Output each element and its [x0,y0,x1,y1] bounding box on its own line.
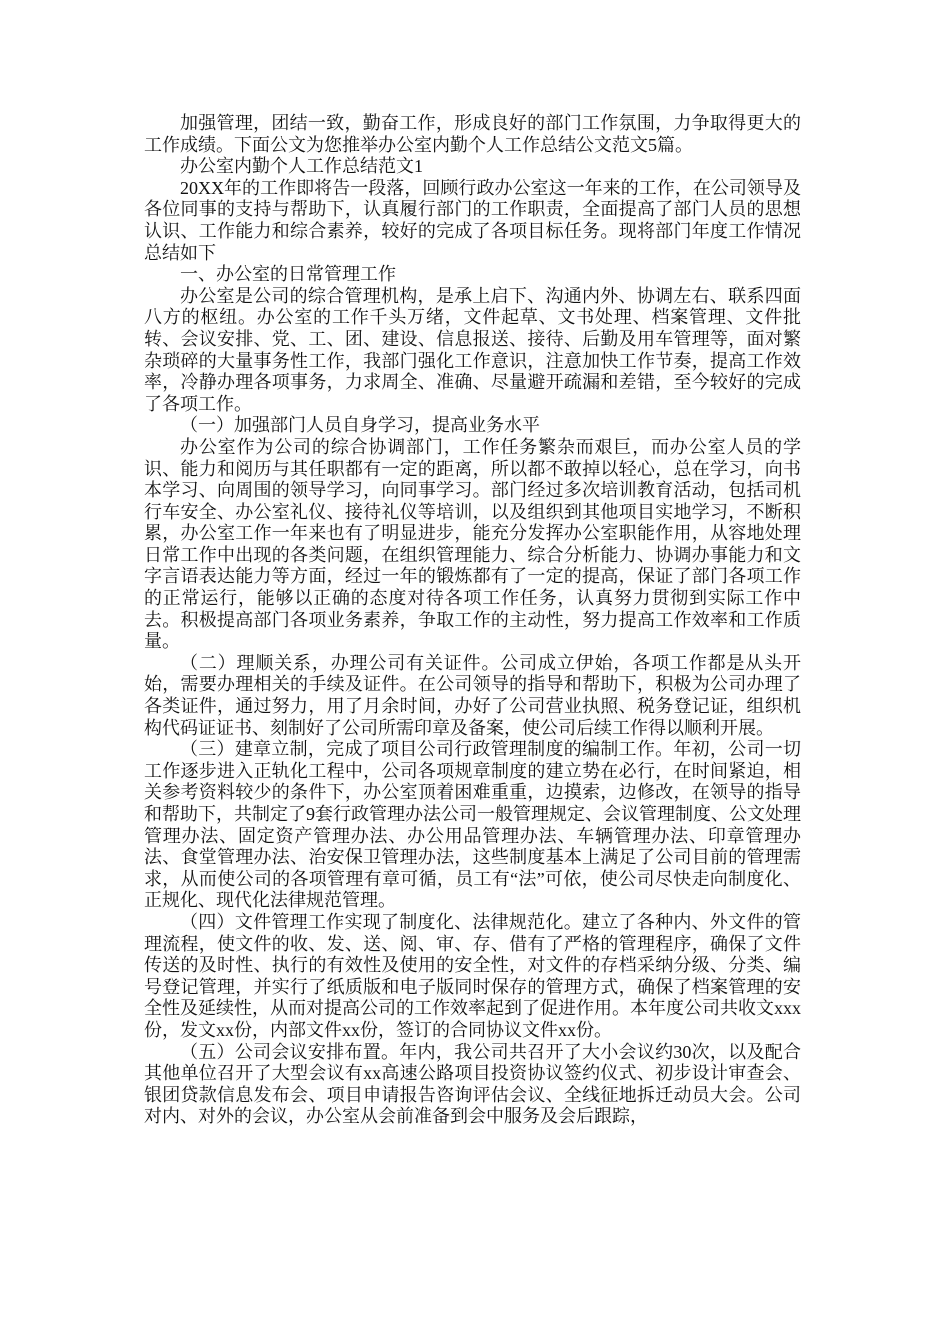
section-title-sample-1: 办公室内勤个人工作总结范文1 [180,156,423,177]
paragraph-document-management: （四）文件管理工作实现了制度化、法律规范化。建立了各种内、外文件的管理流程，使文件的收、发、送、阅、审、存、借有了严格的管理程序，确保了文件传送的及时性、执行的有效性及使用的安全性，对文件的存档采纳分级、分类、编号登记管理，并实行了纸质版和电子版同时保存的管理方式，确保了档案管理的安全性及延续性，从而对提高公司的工作效率起到了促进作用。本年度公司共收文xxx份，发文xx份，内部文件xx份，签订的合同协议文件xx份。 [144,911,801,1040]
paragraph-office-role: 办公室是公司的综合管理机构，是承上启下、沟通内外、协调左右、联系四面八方的枢纽。办公室的工作千头万绪，文件起草、文书处理、档案管理、文件批转、会议安排、党、工、团、建设、信息报送、接待、后勤及用车管理等，面对繁杂琐碎的大量事务性工作，我部门强化工作意识，注意加快工作节奏，提高工作效率，冷静办理各项事务，力求周全、准确、尽量避开疏漏和差错，至今较好的完成了各项工作。 [144,285,801,414]
paragraph-certificates: （二）理顺关系，办理公司有关证件。公司成立伊始，各项工作都是从头开始，需要办理相关的手续及证件。在公司领导的指导和帮助下，积极为公司办理了各类证件，通过努力，用了月余时间，办好了公司营业执照、税务登记证，组织机构代码证证书、刻制好了公司所需印章及备案，使公司后续工作得以顺利开展。 [144,652,801,738]
paragraph-intro: 加强管理，团结一致，勤奋工作，形成良好的部门工作氛围，力争取得更大的工作成绩。下面公文为您推举办公室内勤个人工作总结公文范文5篇。 [144,113,801,155]
document-page [144,113,801,1128]
paragraph-overview: 20XX年的工作即将告一段落，回顾行政办公室这一年来的工作，在公司领导及各位同事的支持与帮助下，认真履行部门的工作职责，全面提高了部门人员的思想认识、工作能力和综合素养，较好的完成了各项目标任务。现将部门年度工作情况总结如下 [144,177,801,263]
heading-daily-management: 一、办公室的日常管理工作 [180,264,396,285]
paragraph-regulations: （三）建章立制，完成了项目公司行政管理制度的编制工作。年初，公司一切工作逐步进入正轨化工程中，公司各项规章制度的建立势在必行，在时间紧迫，相关参考资料较少的条件下，办公室顶着困难重重，边摸索，边修改，在领导的指导和帮助下，共制定了9套行政管理办法公司一般管理规定、会议管理制度、公文处理管理办法、固定资产管理办法、办公用品管理办法、车辆管理办法、印章管理办法、食堂管理办法、治安保卫管理办法，这些制度基本上满足了公司目前的管理需求，从而使公司的各项管理有章可循，员工有“法”可依，使公司尽快走向制度化、正规化、现代化法律规范管理。 [144,739,801,911]
subheading-study: （一）加强部门人员自身学习，提高业务水平 [180,415,540,436]
paragraph-meetings: （五）公司会议安排布置。年内，我公司共召开了大小会议约30次，以及配合其他单位召开了大型会议有xx高速公路项目投资协议签约仪式、初步设计审查会、银团贷款信息发布会、项目申请报告咨询评估会议、全线征地拆迁动员大会。公司对内、对外的会议，办公室从会前准备到会中服务及会后跟踪， [144,1041,801,1127]
paragraph-study: 办公室作为公司的综合协调部门，工作任务繁杂而艰巨，而办公室人员的学识、能力和阅历与其任职都有一定的距离，所以都不敢掉以轻心，总在学习，向书本学习、向周围的领导学习，向同事学习。部门经过多次培训教育活动，包括司机行车安全、办公室礼仪、接待礼仪等培训，以及组织到其他项目实地学习，不断积累，办公室工作一年来也有了明显进步，能充分发挥办公室职能作用，从容地处理日常工作中出现的各类问题，在组织管理能力、综合分析能力、协调办事能力和文字言语表达能力等方面，经过一年的锻炼都有了一定的提高，保证了部门各项工作的正常运行，能够以正确的态度对待各项工作任务，认真努力贯彻到实际工作中去。积极提高部门各项业务素养，争取工作的主动性，努力提高工作效率和工作质量。 [144,436,801,652]
